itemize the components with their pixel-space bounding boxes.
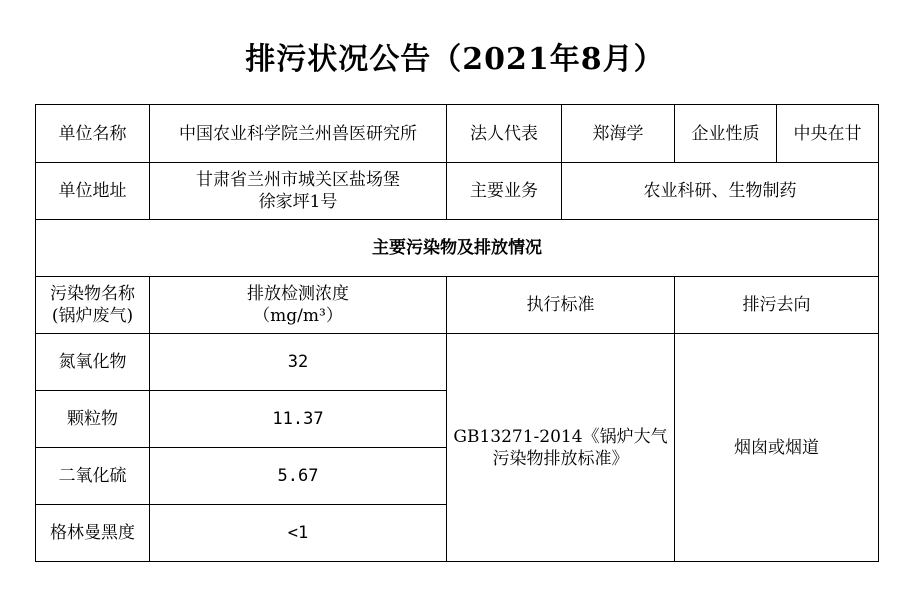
main-business-value: 农业科研、生物制药	[562, 163, 879, 220]
address-line-1: 甘肃省兰州市城关区盐场堡	[196, 170, 400, 190]
address-label: 单位地址	[36, 163, 150, 220]
info-row-2	[36, 163, 879, 220]
pollutant-value: 5.67	[150, 448, 447, 505]
address-line-2: 徐家坪1号	[258, 192, 338, 212]
concentration-header	[150, 277, 447, 334]
header-row	[36, 277, 879, 334]
destination-header: 排污去向	[675, 277, 879, 334]
standard-value	[447, 334, 675, 562]
enterprise-type-label: 企业性质	[675, 105, 777, 163]
section-title-row	[36, 220, 879, 277]
pollutant-value: 32	[150, 334, 447, 391]
legal-rep-value: 郑海学	[562, 105, 675, 163]
info-row-1	[36, 105, 879, 163]
pollutant-name: 氮氧化物	[36, 334, 150, 391]
emission-report-table	[35, 104, 879, 562]
address-value	[150, 163, 447, 220]
standard-header: 执行标准	[447, 277, 675, 334]
pollutant-value: 11.37	[150, 391, 447, 448]
legal-rep-label: 法人代表	[447, 105, 562, 163]
section-title: 主要污染物及排放情况	[36, 220, 879, 277]
pollutant-name: 颗粒物	[36, 391, 150, 448]
concentration-header-line-1: 排放检测浓度	[247, 284, 349, 304]
pollutant-name: 格林曼黑度	[36, 505, 150, 562]
enterprise-type-value: 中央在甘	[777, 105, 879, 163]
main-business-label: 主要业务	[447, 163, 562, 220]
standard-line-2: 污染物排放标准》	[492, 448, 629, 469]
page-title: 排污状况公告（2021年8月）	[245, 42, 665, 77]
pollutant-header-line-1: 污染物名称	[50, 284, 135, 304]
pollutant-value: <1	[150, 505, 447, 562]
unit-name-value: 中国农业科学院兰州兽医研究所	[150, 105, 447, 163]
pollutant-name: 二氧化硫	[36, 448, 150, 505]
standard-line-1: GB13271-2014《锅炉大气	[453, 426, 668, 447]
unit-name-label: 单位名称	[36, 105, 150, 163]
pollutant-header-line-2: (锅炉废气)	[51, 306, 134, 326]
destination-value: 烟囱或烟道	[675, 334, 879, 562]
table-row	[36, 334, 879, 391]
concentration-header-line-2: （mg/m³）	[253, 306, 343, 326]
pollutant-header	[36, 277, 150, 334]
